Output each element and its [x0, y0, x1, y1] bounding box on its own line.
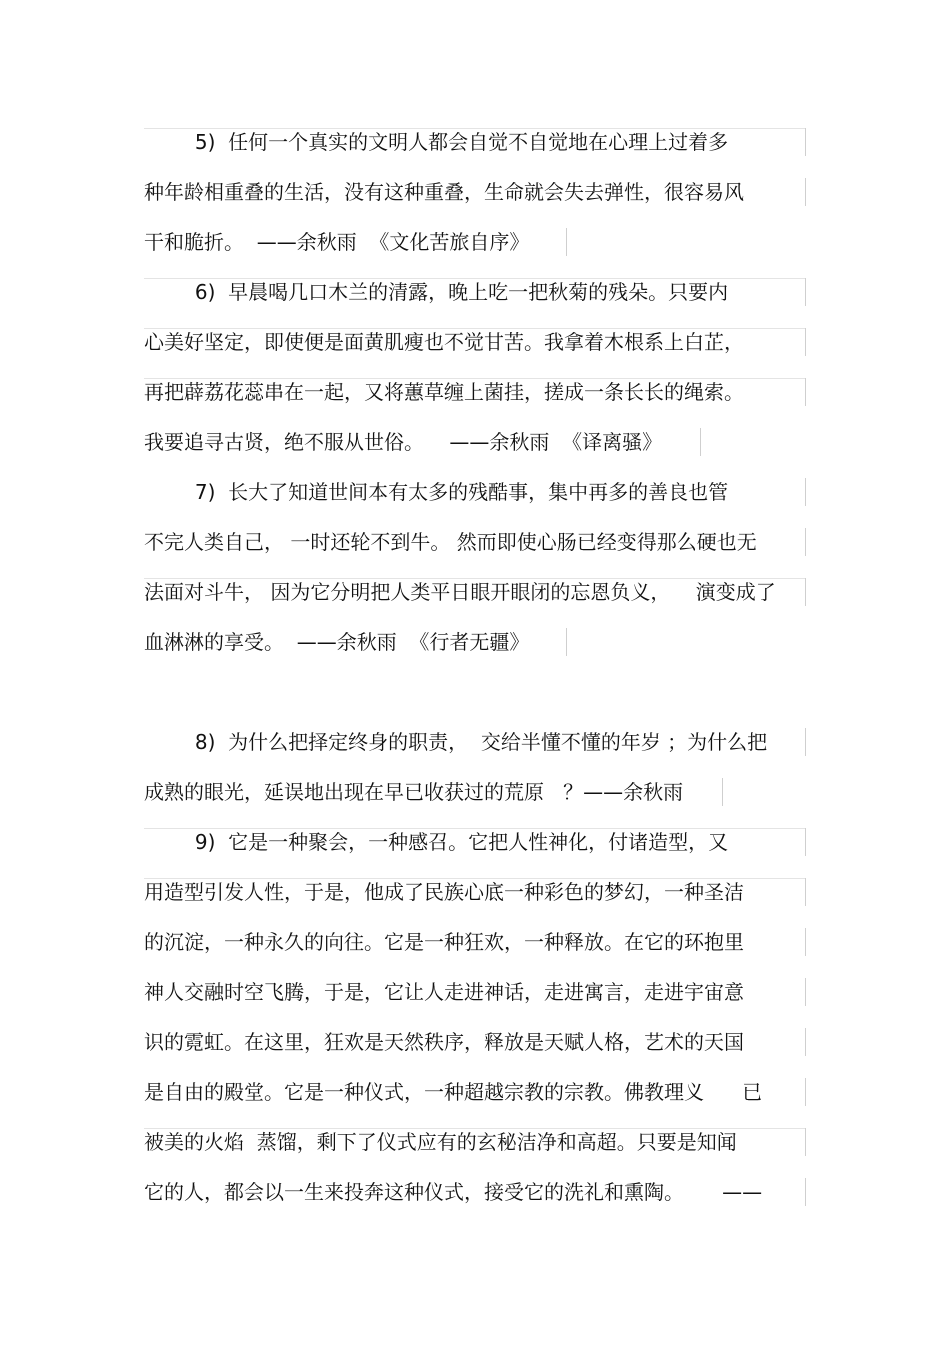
- paragraph-line: 的沉淀，一种永久的向往。它是一种狂欢，一种释放。在它的环抱里: [144, 930, 744, 954]
- line-border: [805, 1178, 806, 1206]
- line-border: [805, 828, 806, 856]
- paragraph-line: 它的人，都会以一生来投奔这种仪式，接受它的洗礼和熏陶。 ——: [144, 1180, 763, 1204]
- line-border: [805, 1028, 806, 1056]
- line-border: [805, 1128, 806, 1156]
- line-border: [700, 428, 701, 456]
- line-border: [805, 128, 806, 156]
- line-border: [805, 528, 806, 556]
- line-border: [566, 228, 567, 256]
- paragraph-line: 7) 长大了知道世间本有太多的残酷事，集中再多的善良也管: [144, 480, 729, 504]
- line-border: [805, 928, 806, 956]
- paragraph-line: 6) 早晨喝几口木兰的清露，晚上吃一把秋菊的残朵。只要内: [144, 280, 729, 304]
- line-border: [805, 328, 806, 356]
- line-border: [805, 478, 806, 506]
- line-border: [722, 778, 723, 806]
- line-border: [805, 278, 806, 306]
- paragraph-line: 用造型引发人性，于是，他成了民族心底一种彩色的梦幻，一种圣洁: [144, 880, 744, 904]
- paragraph-line: 被美的火焰 蒸馏，剩下了仪式应有的玄秘洁净和高超。只要是知闻: [144, 1130, 737, 1154]
- line-border: [805, 728, 806, 756]
- line-border: [805, 878, 806, 906]
- paragraph-line: 神人交融时空飞腾，于是，它让人走进神话，走进寓言，走进宇宙意: [144, 980, 744, 1004]
- paragraph-line: 我要追寻古贤，绝不服从世俗。 ——余秋雨 《译离骚》: [144, 430, 663, 454]
- paragraph-line: 再把薜荔花蕊串在一起，又将蕙草缠上菌挂，搓成一条长长的绳索。: [144, 380, 744, 404]
- line-border: [566, 628, 567, 656]
- paragraph-line: 法面对斗牛， 因为它分明把人类平日眼开眼闭的忘恩负义， 演变成了: [144, 580, 776, 604]
- paragraph-line: 8) 为什么把择定终身的职责， 交给半懂不懂的年岁 ；为什么把: [144, 730, 768, 754]
- paragraph-line: 血淋淋的享受。 ——余秋雨 《行者无疆》: [144, 630, 530, 654]
- paragraph-line: 干和脆折。 ——余秋雨 《文化苦旅自序》: [144, 230, 530, 254]
- line-border: [805, 378, 806, 406]
- paragraph-line: 是自由的殿堂。它是一种仪式，一种超越宗教的宗教。佛教理义 已: [144, 1080, 763, 1104]
- paragraph-line: 不完人类自己， 一时还轮不到牛。 然而即使心肠已经变得那么硬也无: [144, 530, 757, 554]
- paragraph-line: 成熟的眼光，延误地出现在早已收获过的荒原 ？——余秋雨: [144, 780, 684, 804]
- paragraph-line: 识的霓虹。在这里，狂欢是天然秩序，释放是天赋人格，艺术的天国: [144, 1030, 744, 1054]
- paragraph-line: 9) 它是一种聚会，一种感召。它把人性神化，付诸造型，又: [144, 830, 729, 854]
- line-border: [805, 1078, 806, 1106]
- paragraph-line: 心美好坚定，即使便是面黄肌瘦也不觉甘苦。我拿着木根系上白芷，: [144, 330, 744, 354]
- paragraph-line: 5) 任何一个真实的文明人都会自觉不自觉地在心理上过着多: [144, 130, 729, 154]
- paragraph-line: 种年龄相重叠的生活，没有这种重叠，生命就会失去弹性，很容易风: [144, 180, 744, 204]
- line-border: [805, 978, 806, 1006]
- line-border: [805, 178, 806, 206]
- line-border: [805, 578, 806, 606]
